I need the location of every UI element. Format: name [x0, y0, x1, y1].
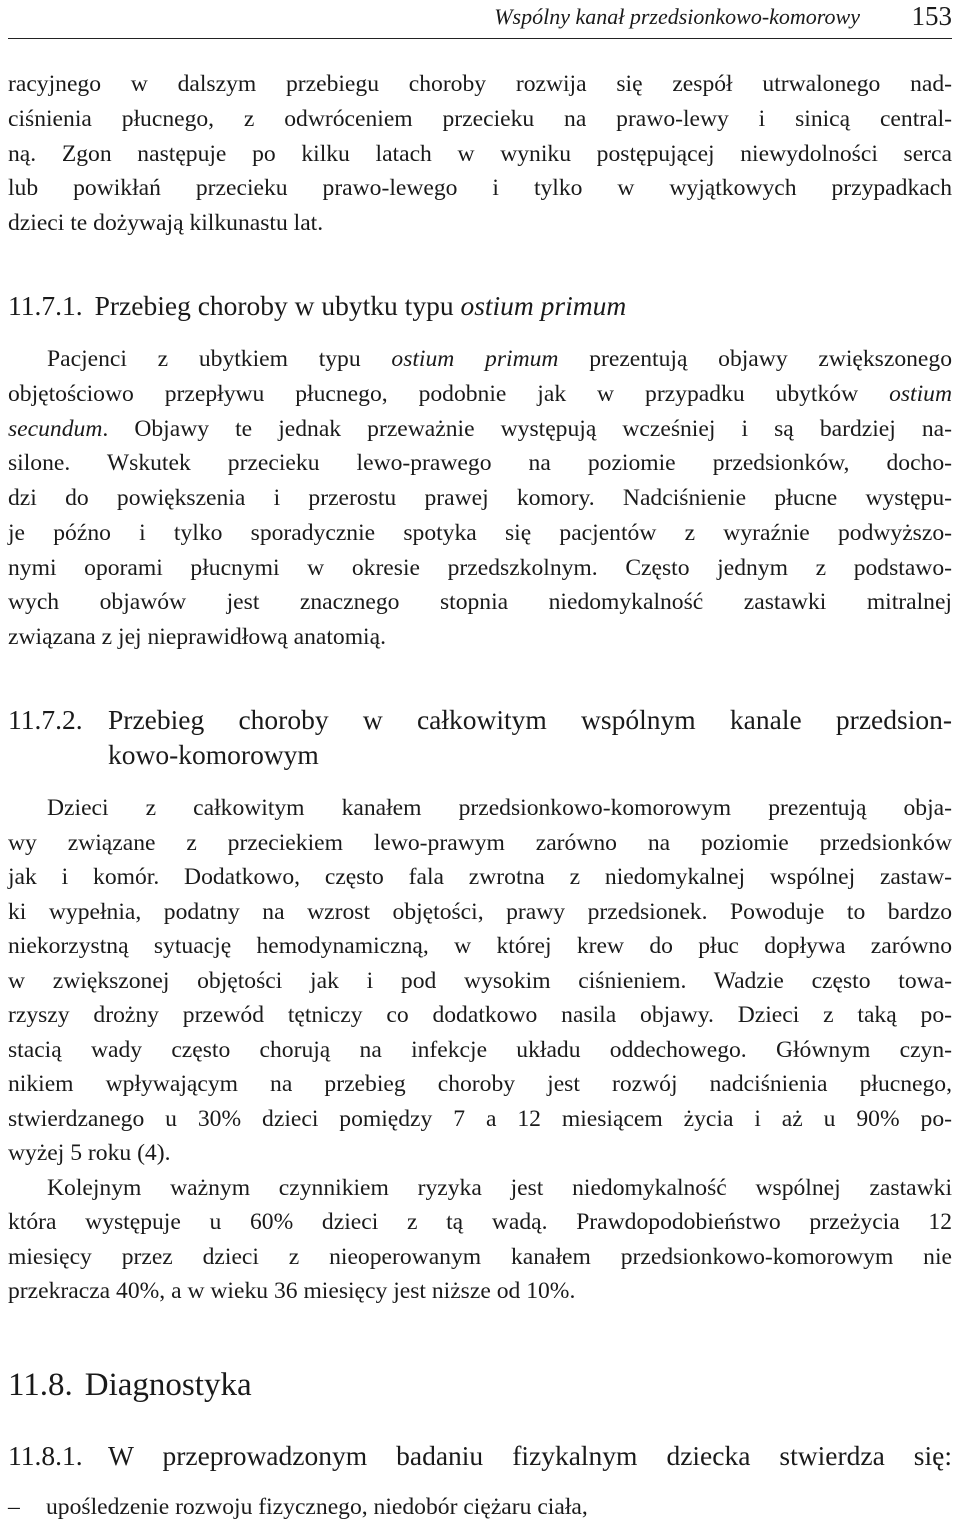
s2-p1-line-1: Dzieci z całkowitym kanałem przedsionkowo-komorowym prezentują obja-	[47, 795, 952, 821]
italic-term: secundum	[8, 416, 103, 442]
section-title-line-1: Przebieg choroby w całkowitym wspólnym kanale przedsion-	[108, 704, 952, 735]
list-item-text: upośledzenie rozwoju fizycznego, niedobór ciężaru ciała,	[46, 1494, 588, 1520]
running-header	[8, 0, 952, 39]
intro-line-3: ną. Zgon następuje po kilku latach w wyniku postępującej niewydolności serca	[8, 141, 952, 167]
intro-line-1: racyjnego w dalszym przebiegu choroby rozwija się zespół utrwalonego nad-	[8, 71, 952, 97]
s2-p2-line-2: która występuje u 60% dzieci z tą wadą. Prawdopodobieństwo przeżycia 12	[8, 1209, 952, 1235]
bullet-marker: –	[8, 1494, 20, 1520]
s1-line-6: je późno i tylko sporadycznie spotyka się pacjentów z wyraźnie podwyższo-	[8, 520, 952, 546]
s1-line-5: dzi do powiększenia i przerostu prawej komory. Nadciśnienie płucne występu-	[8, 485, 952, 511]
page-number: 153	[911, 1, 952, 31]
text-run: . Objawy te jednak przeważnie występują wcześniej i są bardziej na-	[102, 416, 952, 442]
section-title-italic: ostium primum	[460, 290, 627, 321]
section-number: 11.7.1.	[8, 290, 83, 321]
section-number: 11.8.1.	[8, 1440, 83, 1471]
s1-line-9: związana z jej nieprawidłową anatomią.	[8, 624, 386, 650]
s2-p1-line-4: ki wypełnia, podatny na wzrost objętości, prawy przedsionek. Powoduje to bardzo	[8, 899, 952, 925]
section-number: 11.7.2.	[8, 704, 83, 735]
s1-line-1	[47, 342, 952, 377]
intro-line-2: ciśnienia płucnego, z odwróceniem przecieku na prawo-lewy i sinicą central-	[8, 106, 952, 132]
s2-p1-line-9: nikiem wpływającym na przebieg choroby jest rozwój nadciśnienia płucnego,	[8, 1071, 952, 1097]
s1-line-3	[8, 412, 952, 447]
s2-p2-line-3: miesięcy przez dzieci z nieoperowanym kanałem przedsionkowo-komorowym nie	[8, 1244, 952, 1270]
s1-line-4: silone. Wskutek przecieku lewo-prawego na poziomie przedsionków, docho-	[8, 450, 952, 476]
s2-p1-line-8: stacią wady często chorują na infekcje układu oddechowego. Głównym czyn-	[8, 1037, 952, 1063]
section-title: W przeprowadzonym badaniu fizykalnym dziecka stwierdza się:	[108, 1440, 952, 1471]
running-title: Wspólny kanał przedsionkowo-komorowy	[494, 4, 860, 29]
section-number: 11.8.	[8, 1367, 73, 1403]
s2-p1-line-3: jak i komór. Dodatkowo, często fala zwrotna z niedomykalnej wspólnej zastaw-	[8, 864, 952, 890]
section-title-line-2: kowo-komorowym	[108, 739, 319, 770]
s1-line-8: wych objawów jest znacznego stopnia niedomykalność zastawki mitralnej	[8, 589, 952, 615]
italic-term: ostium	[889, 381, 952, 407]
section-heading-11-7-1	[8, 287, 952, 325]
s2-p1-line-6: w zwiększonej objętości jak i pod wysokim ciśnieniem. Wadzie często towa-	[8, 968, 952, 994]
s2-p1-line-2: wy związane z przeciekiem lewo-prawym zarówno na poziomie przedsionków	[8, 830, 952, 856]
s1-line-2	[8, 377, 952, 412]
s2-p1-line-11: wyżej 5 roku (4).	[8, 1140, 171, 1166]
section-heading-11-8	[8, 1364, 952, 1406]
s1-line-7: nymi oporami płucnymi w okresie przedszkolnym. Często jednym z podstawo-	[8, 555, 952, 581]
list-item	[8, 1490, 952, 1525]
s2-p1-line-5: niekorzystną sytuację hemodynamiczną, w której krew do płuc dopływa zarówno	[8, 933, 952, 959]
intro-line-5: dzieci te dożywają kilkunastu lat.	[8, 210, 324, 236]
s2-p1-line-10: stwierdzanego u 30% dzieci pomiędzy 7 a 12 miesiącem życia i aż u 90% po-	[8, 1106, 952, 1132]
text-run: Pacjenci z ubytkiem typu	[47, 346, 361, 372]
text-run: objętościowo przepływu płucnego, podobnie jak w przypadku ubytków	[8, 381, 859, 407]
section-title: Diagnostyka	[84, 1367, 252, 1403]
section-title: Przebieg choroby w ubytku typu	[94, 290, 454, 321]
s2-p1-line-7: rzyszy drożny przewód tętniczy co dodatkowo nasila objawy. Dzieci z taką po-	[8, 1002, 952, 1028]
intro-line-4: lub powikłań przecieku prawo-lewego i tylko w wyjątkowych przypadkach	[8, 175, 952, 201]
text-run: prezentują objawy zwiększonego	[589, 346, 952, 372]
italic-term: ostium primum	[391, 346, 559, 372]
s2-p2-line-4: przekracza 40%, a w wieku 36 miesięcy jest niższe od 10%.	[8, 1278, 576, 1304]
s2-p2-line-1: Kolejnym ważnym czynnikiem ryzyka jest niedomykalność wspólnej zastawki	[47, 1175, 952, 1201]
